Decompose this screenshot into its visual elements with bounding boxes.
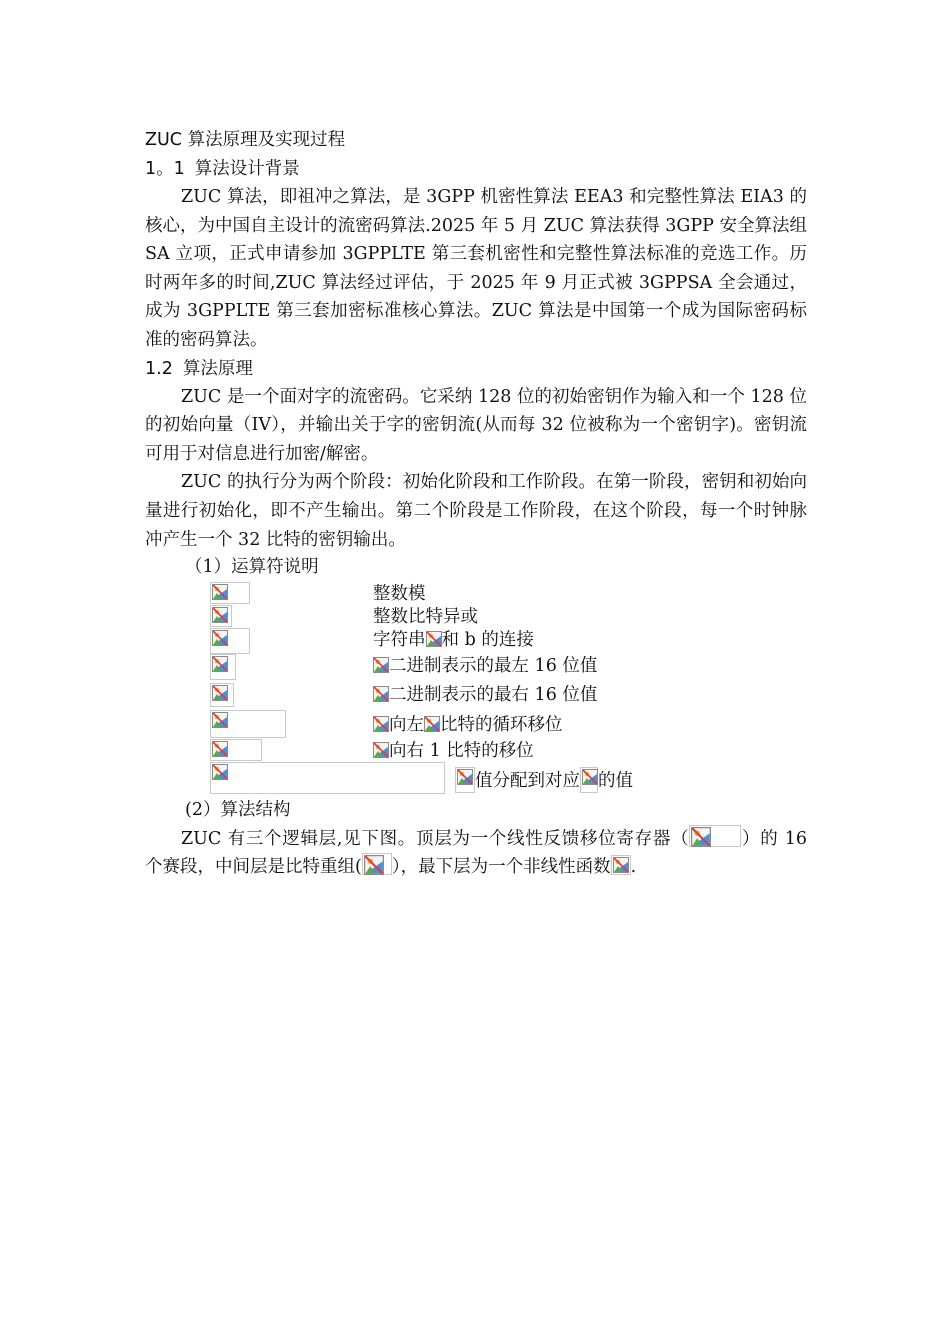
- section-1-paragraph: ZUC 算法，即祖冲之算法，是 3GPP 机密性算法 EEA3 和完整性算法 EIA3 的核心，为中国自主设计的流密码算法.2025 年 5 月 ZUC 算法获得 3GPP 安全算法组 SA 立项，正式申请参加 3GPPLTE 第三套机密性和完整性算法标准的竞选工作。历时两年多的时间,ZUC 算法经过评估，于 2025 年 9 月正式被 3GPPSA 全会通过，成为 3GPPLTE 第三套加密标准核心算法。ZUC 算法是中国第一个成为国际密码标准的密码算法。: [145, 187, 807, 350]
- broken-image-icon: [212, 630, 228, 646]
- operator-symbol-image: [210, 739, 262, 761]
- operator-symbol-image: [210, 683, 234, 707]
- operator-row: [145, 762, 807, 792]
- section-2-number: 1.2: [145, 358, 173, 379]
- broken-image-icon: [212, 607, 228, 623]
- broken-image-icon: [212, 656, 228, 672]
- lfsr-image: [689, 825, 741, 847]
- operator-row: [145, 654, 807, 678]
- operators-heading: （1）运算符说明: [185, 557, 319, 578]
- operator-row: [145, 605, 807, 629]
- broken-image-icon: [373, 657, 389, 673]
- structure-paragraph: [145, 825, 807, 882]
- section-2-title: 算法原理: [182, 358, 253, 379]
- broken-image-icon: [691, 827, 713, 847]
- operator-symbol-image: [210, 710, 286, 738]
- operator-text: 值分配到对应: [475, 771, 580, 792]
- structure-text: ），最下层为一个非线性函数: [391, 857, 611, 878]
- operator-description: 整数比特异或: [373, 607, 478, 628]
- broken-image-icon: [212, 741, 228, 757]
- operator-row: [145, 739, 807, 763]
- operator-text: 二进制表示的最右 16 位值: [389, 685, 598, 706]
- section-2-paragraph-2: ZUC 的执行分为两个阶段：初始化阶段和工作阶段。在第一阶段，密钥和初始向量进行初始化，即不产生输出。第二个阶段是工作阶段，在这个阶段，每一个时钟脉冲产生一个 32 比特的密钥输出。: [145, 472, 807, 550]
- broken-image-icon: [373, 742, 389, 758]
- operator-text: 向右 1 比特的移位: [389, 741, 534, 762]
- broken-image-icon: [373, 716, 389, 732]
- inline-image: [455, 767, 475, 793]
- broken-image-icon: [212, 764, 228, 780]
- bit-reorganization-image: [362, 853, 392, 875]
- operator-description: [373, 713, 563, 737]
- operator-description: [373, 628, 534, 652]
- operator-description: [373, 739, 534, 763]
- doc-title: ZUC 算法原理及实现过程: [145, 130, 346, 150]
- operators-list: [145, 582, 807, 790]
- operator-symbol-image: [210, 762, 445, 794]
- operator-symbol-image: [210, 582, 250, 604]
- broken-image-icon: [373, 686, 389, 702]
- structure-heading: (2）算法结构: [185, 800, 291, 821]
- operator-text: 比特的循环移位: [440, 715, 563, 736]
- operator-description: [373, 683, 597, 707]
- operator-description: [455, 767, 633, 793]
- section-1-number: 1。1: [145, 159, 185, 179]
- operator-row: [145, 628, 807, 652]
- section-1-title: 算法设计背景: [194, 159, 300, 179]
- broken-image-icon: [613, 857, 629, 873]
- section-2-paragraph-1: ZUC 是一个面对字的流密码。它采纳 128 位的初始密钥作为输入和一个 128 位的初始向量（IV），并输出关于字的密钥流(从而每 32 位被称为一个密钥字)。密钥流可用于对信息进行加密/解密。: [145, 386, 807, 464]
- operator-row: [145, 710, 807, 734]
- operator-row: [145, 683, 807, 707]
- structure-text: .: [630, 857, 637, 878]
- section-1-heading: [145, 155, 807, 183]
- broken-image-icon: [457, 769, 473, 785]
- broken-image-icon: [424, 716, 440, 732]
- operator-text: 二进制表示的最左 16 位值: [389, 656, 598, 677]
- broken-image-icon: [426, 631, 442, 647]
- operator-row: [145, 582, 807, 606]
- operator-text: 和 b 的连接: [441, 630, 534, 651]
- broken-image-icon: [212, 584, 228, 600]
- broken-image-icon: [364, 855, 386, 875]
- nonlinear-function-image: [611, 855, 631, 875]
- structure-text: ）的 16 个赛段，中间层是比特重组(: [145, 828, 807, 878]
- broken-image-icon: [212, 685, 228, 701]
- structure-text: ZUC 有三个逻辑层,见下图。顶层为一个线性反馈移位寄存器（: [181, 828, 690, 849]
- broken-image-icon: [212, 712, 228, 728]
- broken-image-icon: [582, 769, 598, 785]
- operator-description: [373, 654, 597, 678]
- document-page: [145, 125, 807, 882]
- operator-symbol-image: [210, 605, 232, 627]
- operator-symbol-image: [210, 628, 250, 654]
- inline-image: [580, 767, 598, 793]
- operator-description: 整数模: [373, 584, 426, 605]
- operator-text: 向左: [389, 715, 424, 736]
- operator-text: 字符串: [373, 630, 426, 651]
- section-2-heading: [145, 355, 807, 383]
- operator-symbol-image: [210, 654, 236, 680]
- operator-text: 的值: [598, 771, 633, 792]
